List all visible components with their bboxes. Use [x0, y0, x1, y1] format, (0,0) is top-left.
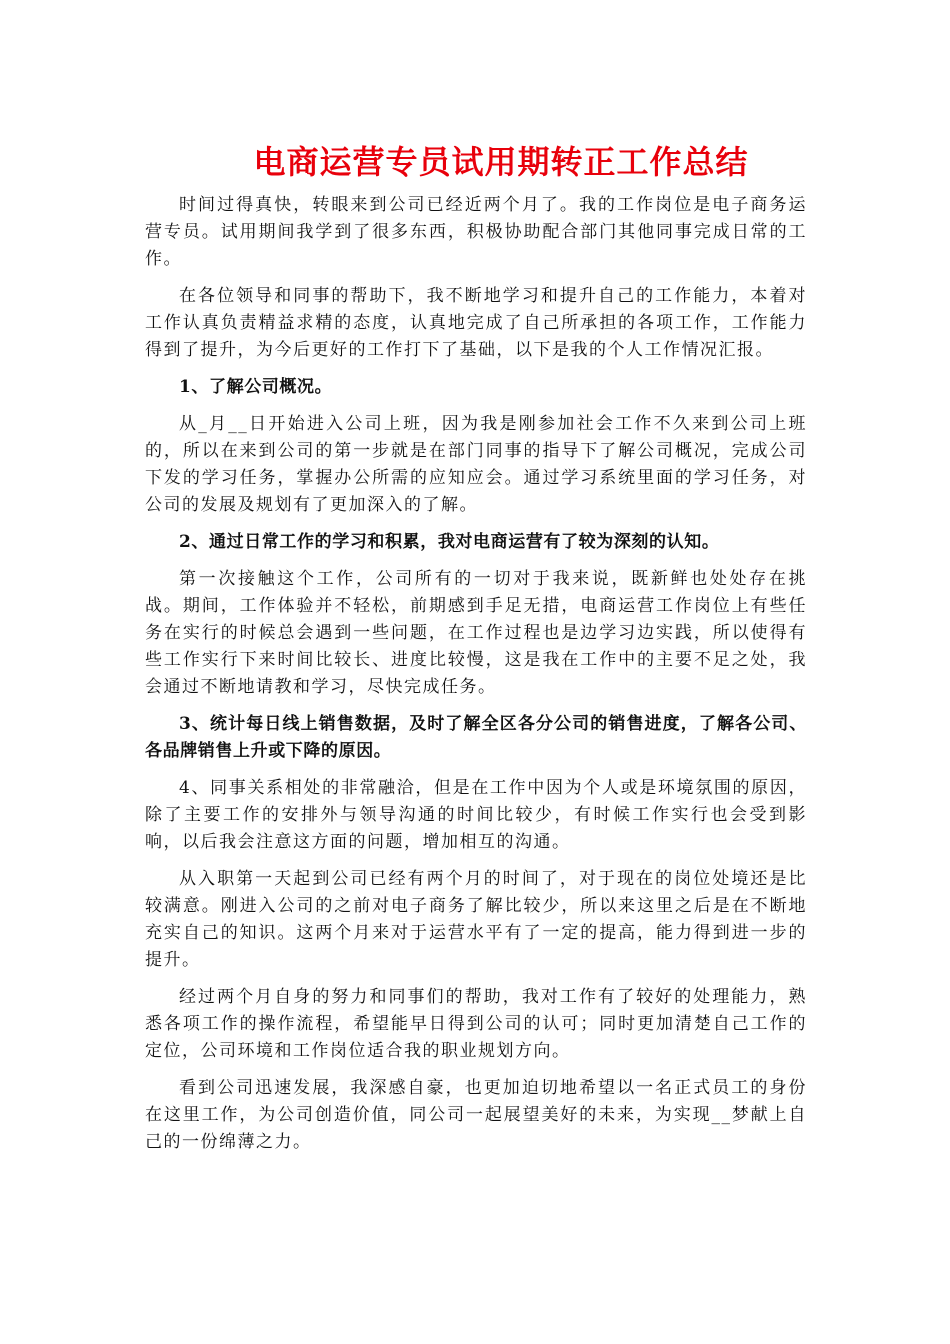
section-heading-3: 3、统计每日线上销售数据，及时了解全区各分公司的销售进度，了解各公司、各品牌销售上升或下降的原因。: [145, 714, 807, 761]
paragraph-section-1: 从_月__日开始进入公司上班，因为我是刚参加社会工作不久来到公司上班的，所以在来到公司的第一步就是在部门同事的指导下了解公司概况，完成公司下发的学习任务，掌握办公所需的应知应会。通过学习系统里面的学习任务，对公司的发展及规划有了更加深入的了解。: [145, 414, 807, 515]
paragraph-section-4: 4、同事关系相处的非常融洽，但是在工作中因为个人或是环境氛围的原因，除了主要工作的安排外与领导沟通的时间比较少，有时候工作实行也会受到影响，以后我会注意这方面的问题，增加相互的沟通。: [145, 778, 807, 852]
paragraph-overview: 在各位领导和同事的帮助下，我不断地学习和提升自己的工作能力，本着对工作认真负责精益求精的态度，认真地完成了自己所承担的各项工作，工作能力得到了提升，为今后更好的工作打下了基础，以下是我的个人工作情况汇报。: [145, 286, 807, 360]
paragraph-reflection: 从入职第一天起到公司已经有两个月的时间了，对于现在的岗位处境还是比较满意。刚进入公司的之前对电子商务了解比较少，所以来这里之后是在不断地充实自己的知识。这两个月来对于运营水平有了一定的提高，能力得到进一步的提升。: [145, 869, 807, 970]
paragraph-section-2: 第一次接触这个工作，公司所有的一切对于我来说，既新鲜也处处存在挑战。期间，工作体验并不轻松，前期感到手足无措，电商运营工作岗位上有些任务在实行的时候总会遇到一些问题，在工作过程也是边学习边实践，所以使得有些工作实行下来时间比较长、进度比较慢，这是我在工作中的主要不足之处，我会通过不断地请教和学习，尽快完成任务。: [145, 569, 807, 697]
document-page: [145, 140, 807, 1166]
section-heading-2: 2、通过日常工作的学习和积累，我对电商运营有了较为深刻的认知。: [179, 532, 720, 552]
paragraph-progress: 经过两个月自身的努力和同事们的帮助，我对工作有了较好的处理能力，熟悉各项工作的操作流程，希望能早日得到公司的认可；同时更加清楚自己工作的定位，公司环境和工作岗位适合我的职业规划方向。: [145, 987, 807, 1061]
paragraph-intro: 时间过得真快，转眼来到公司已经近两个月了。我的工作岗位是电子商务运营专员。试用期间我学到了很多东西，积极协助配合部门其他同事完成日常的工作。: [145, 195, 807, 269]
document-title: 电商运营专员试用期转正工作总结: [253, 143, 749, 181]
document-body: [145, 192, 807, 1156]
paragraph-conclusion: 看到公司迅速发展，我深感自豪，也更加迫切地希望以一名正式员工的身份在这里工作，为公司创造价值，同公司一起展望美好的未来，为实现__梦献上自己的一份绵薄之力。: [145, 1078, 807, 1152]
section-heading-1: 1、了解公司概况。: [179, 377, 333, 397]
